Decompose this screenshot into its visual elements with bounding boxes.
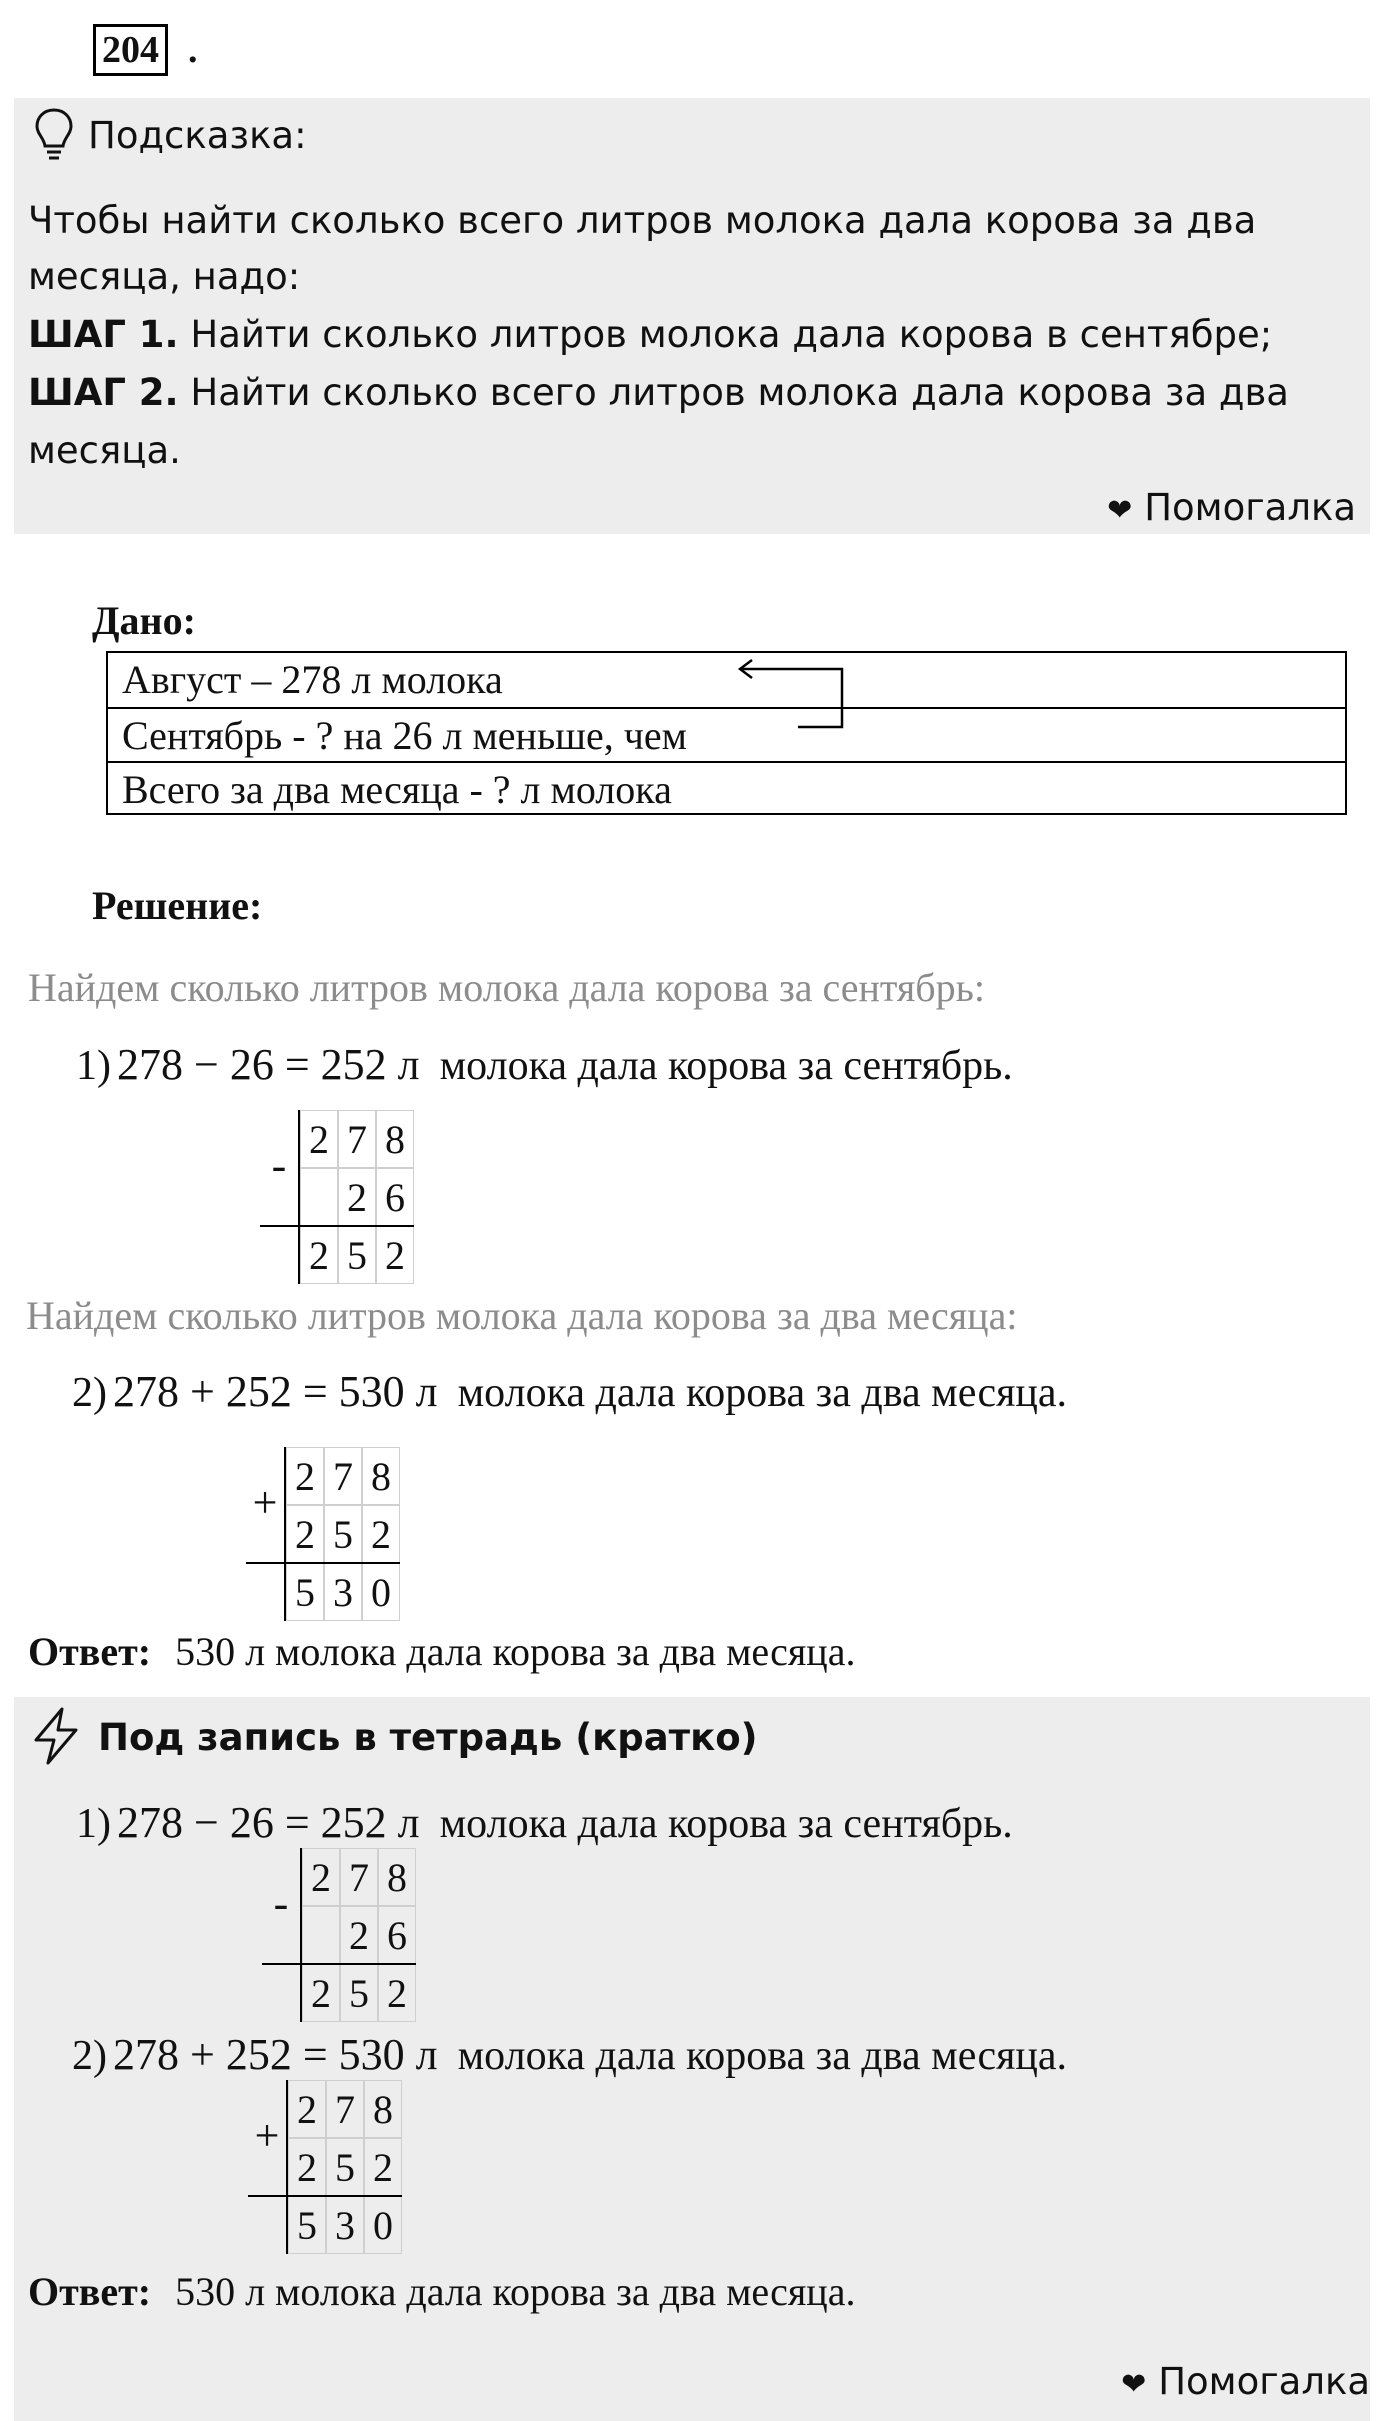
digit-cell: 0 xyxy=(364,2196,402,2254)
digit-cell: 2 xyxy=(364,2138,402,2196)
digit-cell: 8 xyxy=(364,2080,402,2138)
eq2-desc: молока дала корова за два месяца. xyxy=(457,1370,1068,1416)
eq2-number: 2) xyxy=(72,1370,107,1416)
digit-cell: 5 xyxy=(340,1964,378,2022)
result-line xyxy=(248,2195,402,2197)
given-label: Дано: xyxy=(92,598,196,643)
given-table xyxy=(106,651,1347,815)
column-divider xyxy=(284,1447,286,1621)
column-subtraction xyxy=(260,1110,420,1280)
step2-text: Найти сколько всего литров молока дала корова за два xyxy=(178,371,1289,414)
solution-label: Решение: xyxy=(92,883,263,928)
notes-answer-text: 530 л молока дала корова за два месяца. xyxy=(175,2269,856,2314)
notes-title: Под запись в тетрадь (кратко) xyxy=(98,1716,758,1759)
given-row-september: Сентябрь - ? на 26 л меньше, чем xyxy=(108,709,1345,763)
step1-hint: Найдем сколько литров молока дала корова за сентябрь: xyxy=(28,965,985,1010)
digit-cell: 8 xyxy=(376,1110,414,1168)
digit-cell: 6 xyxy=(376,1168,414,1226)
digit-cell: 2 xyxy=(378,1964,416,2022)
operation-sign: + xyxy=(252,1478,278,1527)
digit-cell xyxy=(300,1168,338,1226)
arrow-left-icon xyxy=(730,655,850,735)
notes-eq1-math: 278 − 26 = 252 л xyxy=(117,1798,420,1847)
digit-cell: 0 xyxy=(362,1563,400,1621)
digit-cell: 5 xyxy=(288,2196,326,2254)
operation-sign: - xyxy=(271,1141,287,1190)
lightning-icon xyxy=(28,1706,84,1766)
given-row-total: Всего за два месяца - ? л молока xyxy=(122,767,672,812)
equation-1 xyxy=(76,1039,1013,1092)
notes-answer-label: Ответ: xyxy=(28,2269,152,2314)
hint-step-2-cont: месяца. xyxy=(28,429,181,472)
notes-eq2-math: 278 + 252 = 530 л xyxy=(113,2030,438,2079)
hint-line-2: месяца, надо: xyxy=(28,255,301,298)
operation-sign: + xyxy=(254,2111,280,2160)
digit-cell: 5 xyxy=(324,1505,362,1563)
digit-cell: 8 xyxy=(378,1848,416,1906)
column-divider xyxy=(298,1110,300,1284)
digit-cell: 5 xyxy=(338,1226,376,1284)
result-line xyxy=(260,1225,414,1227)
task-number-dot: . xyxy=(188,29,198,71)
digit-cell: 2 xyxy=(300,1110,338,1168)
digit-cell: 2 xyxy=(362,1505,400,1563)
digit-cell: 2 xyxy=(288,2138,326,2196)
operation-sign: - xyxy=(273,1879,289,1928)
hint-title: Подсказка: xyxy=(88,114,307,157)
hint-step-2 xyxy=(28,365,1289,421)
digit-cell: 6 xyxy=(378,1906,416,1964)
result-line xyxy=(262,1963,416,1965)
eq1-desc: молока дала корова за сентябрь. xyxy=(439,1043,1013,1089)
notes-column-subtraction xyxy=(262,1848,422,2018)
notes-eq1-desc: молока дала корова за сентябрь. xyxy=(439,1801,1013,1847)
digit-cell: 2 xyxy=(338,1168,376,1226)
task-number: 204 xyxy=(93,24,168,76)
digit-cell: 5 xyxy=(286,1563,324,1621)
notes-brand-link[interactable] xyxy=(1121,2357,1370,2410)
notes-brand-label: Помогалка xyxy=(1158,2360,1370,2403)
notes-answer-line xyxy=(28,2267,855,2317)
eq1-math: 278 − 26 = 252 л xyxy=(117,1040,420,1089)
heart-icon: ❤ xyxy=(1121,2367,1147,2402)
notes-column-addition xyxy=(248,2080,408,2250)
step2-label: ШАГ 2. xyxy=(28,371,179,414)
column-addition xyxy=(246,1447,406,1617)
eq1-number: 1) xyxy=(76,1043,111,1089)
notes-eq1-number: 1) xyxy=(76,1801,111,1847)
notes-eq2-number: 2) xyxy=(72,2033,107,2079)
digit-cell: 2 xyxy=(300,1226,338,1284)
column-divider xyxy=(286,2080,288,2254)
notes-equation-2 xyxy=(72,2029,1067,2082)
notes-equation-1 xyxy=(76,1797,1013,1850)
digit-cell xyxy=(302,1906,340,1964)
step1-label: ШАГ 1. xyxy=(28,313,179,356)
answer-line xyxy=(28,1627,855,1677)
digit-cell: 2 xyxy=(376,1226,414,1284)
lightbulb-icon xyxy=(32,106,76,162)
brand-link[interactable] xyxy=(1107,483,1356,536)
digit-cell: 3 xyxy=(324,1563,362,1621)
digit-cell: 5 xyxy=(326,2138,364,2196)
digit-cell: 2 xyxy=(302,1848,340,1906)
notes-eq2-desc: молока дала корова за два месяца. xyxy=(457,2033,1068,2079)
brand-label: Помогалка xyxy=(1144,486,1356,529)
digit-cell: 2 xyxy=(302,1964,340,2022)
digit-cell: 2 xyxy=(286,1505,324,1563)
heart-icon: ❤ xyxy=(1107,493,1133,528)
equation-2 xyxy=(72,1366,1067,1419)
digit-cell: 2 xyxy=(340,1906,378,1964)
hint-step-1 xyxy=(28,307,1272,363)
digit-cell: 2 xyxy=(286,1447,324,1505)
eq2-math: 278 + 252 = 530 л xyxy=(113,1367,438,1416)
digit-cell: 7 xyxy=(326,2080,364,2138)
step1-text: Найти сколько литров молока дала корова в сентябре; xyxy=(178,313,1273,356)
digit-cell: 2 xyxy=(288,2080,326,2138)
column-divider xyxy=(300,1848,302,2022)
digit-cell: 7 xyxy=(340,1848,378,1906)
digit-cell: 7 xyxy=(324,1447,362,1505)
digit-cell: 8 xyxy=(362,1447,400,1505)
given-row-august: Август – 278 л молока xyxy=(108,653,1345,709)
answer-text: 530 л молока дала корова за два месяца. xyxy=(175,1629,856,1674)
digit-cell: 3 xyxy=(326,2196,364,2254)
digit-cell: 7 xyxy=(338,1110,376,1168)
result-line xyxy=(246,1562,400,1564)
step2-hint: Найдем сколько литров молока дала корова за два месяца: xyxy=(26,1293,1018,1338)
answer-label: Ответ: xyxy=(28,1629,152,1674)
hint-line-1: Чтобы найти сколько всего литров молока дала корова за два xyxy=(28,199,1257,242)
